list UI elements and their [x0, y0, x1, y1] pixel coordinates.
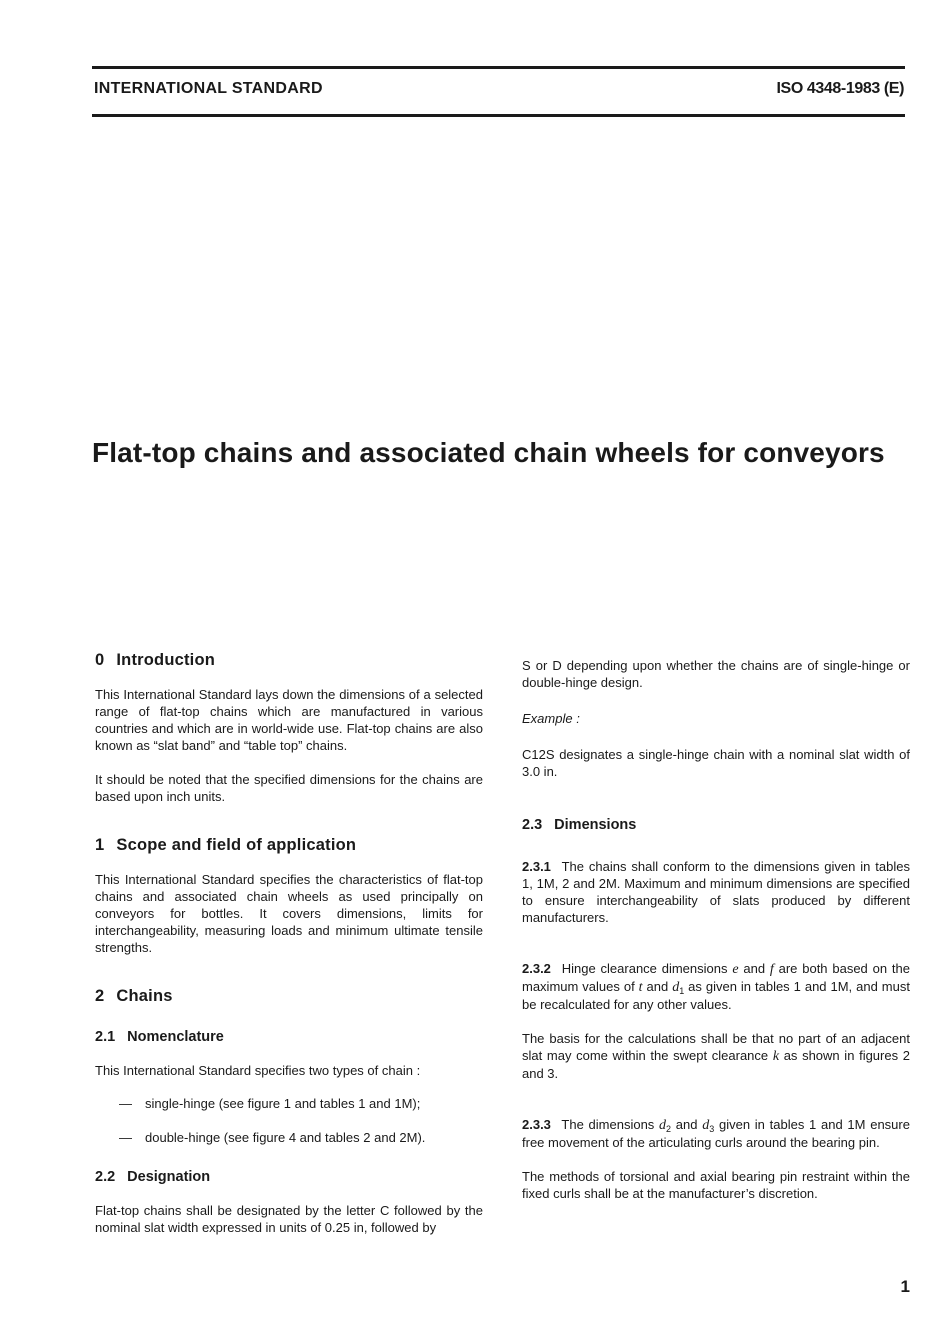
- paragraph: C12S designates a single-hinge chain with a nominal slat width of 3.0 in.: [522, 747, 910, 779]
- subsection-title: Nomenclature: [127, 1029, 224, 1045]
- clause-2-3-3: 2.3.3 The dimensions $d_2$ and $d_3$ given in tables 1 and 1M ensure free movement of the articulating curls around the bearing pin.: [522, 1117, 910, 1150]
- paragraph: Flat-top chains shall be designated by the letter C followed by the nominal slat width expressed in units of 0.25 in, followed by: [95, 1203, 483, 1235]
- list-dash: —: [119, 1096, 132, 1111]
- list-item: — single-hinge (see figure 1 and tables 1 and 1M);: [119, 1096, 421, 1111]
- subsection-number: 2.1: [95, 1029, 116, 1045]
- section-title: Scope and field of application: [116, 836, 357, 854]
- header-bottom-rule: [92, 114, 905, 117]
- list-item: — double-hinge (see figure 4 and tables 2 and 2M).: [119, 1130, 426, 1145]
- section-number: 0: [95, 651, 105, 669]
- header-top-rule: [92, 66, 905, 69]
- right-column: [522, 657, 910, 1202]
- paragraph: This International Standard specifies the characteristics of flat-top chains and associated chain wheels as used principally on conveyors for bottles. It covers dimensions, limits for interchangeability, measuring loads and minimum ultimate tensile strengths.: [95, 872, 483, 955]
- header-document-number: ISO 4348-1983 (E): [776, 80, 904, 97]
- subsection-number: 2.3: [522, 817, 543, 833]
- clause-number: 2.3.3: [522, 1117, 551, 1132]
- paragraph: This International Standard lays down the dimensions of a selected range of flat-top chains which are manufactured in various countries and which are in world-wide use. Flat-top chains are also known as “slat band” and “table top” chains.: [95, 687, 483, 753]
- clause-2-3-1: 2.3.1 The chains shall conform to the dimensions given in tables 1, 1M, 2 and 2M. Maximum and minimum dimensions are specified to ensure interchangeability of slats produced by different manufacturers.: [522, 859, 910, 925]
- section-heading-chains: [95, 986, 483, 1006]
- header-standard-label: INTERNATIONAL STANDARD: [94, 80, 323, 97]
- page-number: 1: [900, 1277, 910, 1296]
- subsection-number: 2.2: [95, 1169, 116, 1185]
- paragraph: S or D depending upon whether the chains are of single-hinge or double-hinge design.: [522, 658, 910, 690]
- clause-number: 2.3.1: [522, 859, 551, 874]
- section-title: Introduction: [116, 651, 216, 669]
- left-column: [95, 650, 483, 1236]
- subsection-heading-nomenclature: [95, 1028, 483, 1046]
- example-label: Example :: [522, 711, 580, 726]
- paragraph: It should be noted that the specified dimensions for the chains are based upon inch units.: [95, 772, 483, 804]
- clause-2-3-2: 2.3.2 Hinge clearance dimensions e and f are both based on the maximum values of t and $d_1$ as given in tables 1 and 1M, and must be recalculated for any other values.: [522, 961, 910, 1012]
- section-number: 2: [95, 987, 105, 1005]
- paragraph: This International Standard specifies two types of chain :: [95, 1063, 421, 1078]
- clause-number: 2.3.2: [522, 961, 551, 976]
- paragraph: The methods of torsional and axial bearing pin restraint within the fixed curls shall be at the manufacturer’s discretion.: [522, 1169, 910, 1201]
- paragraph: The basis for the calculations shall be that no part of an adjacent slat may come within the swept clearance k as shown in figures 2 and 3.: [522, 1031, 910, 1081]
- subsection-title: Dimensions: [554, 817, 637, 833]
- section-heading-scope: [95, 835, 483, 855]
- section-number: 1: [95, 836, 105, 854]
- subsection-heading-designation: [95, 1168, 483, 1186]
- list-dash: —: [119, 1130, 132, 1145]
- subsection-title: Designation: [127, 1169, 211, 1185]
- page-title: Flat-top chains and associated chain wheels for conveyors: [92, 437, 885, 468]
- section-heading-introduction: [95, 650, 483, 670]
- section-title: Chains: [116, 987, 173, 1005]
- subsection-heading-dimensions: [522, 816, 910, 834]
